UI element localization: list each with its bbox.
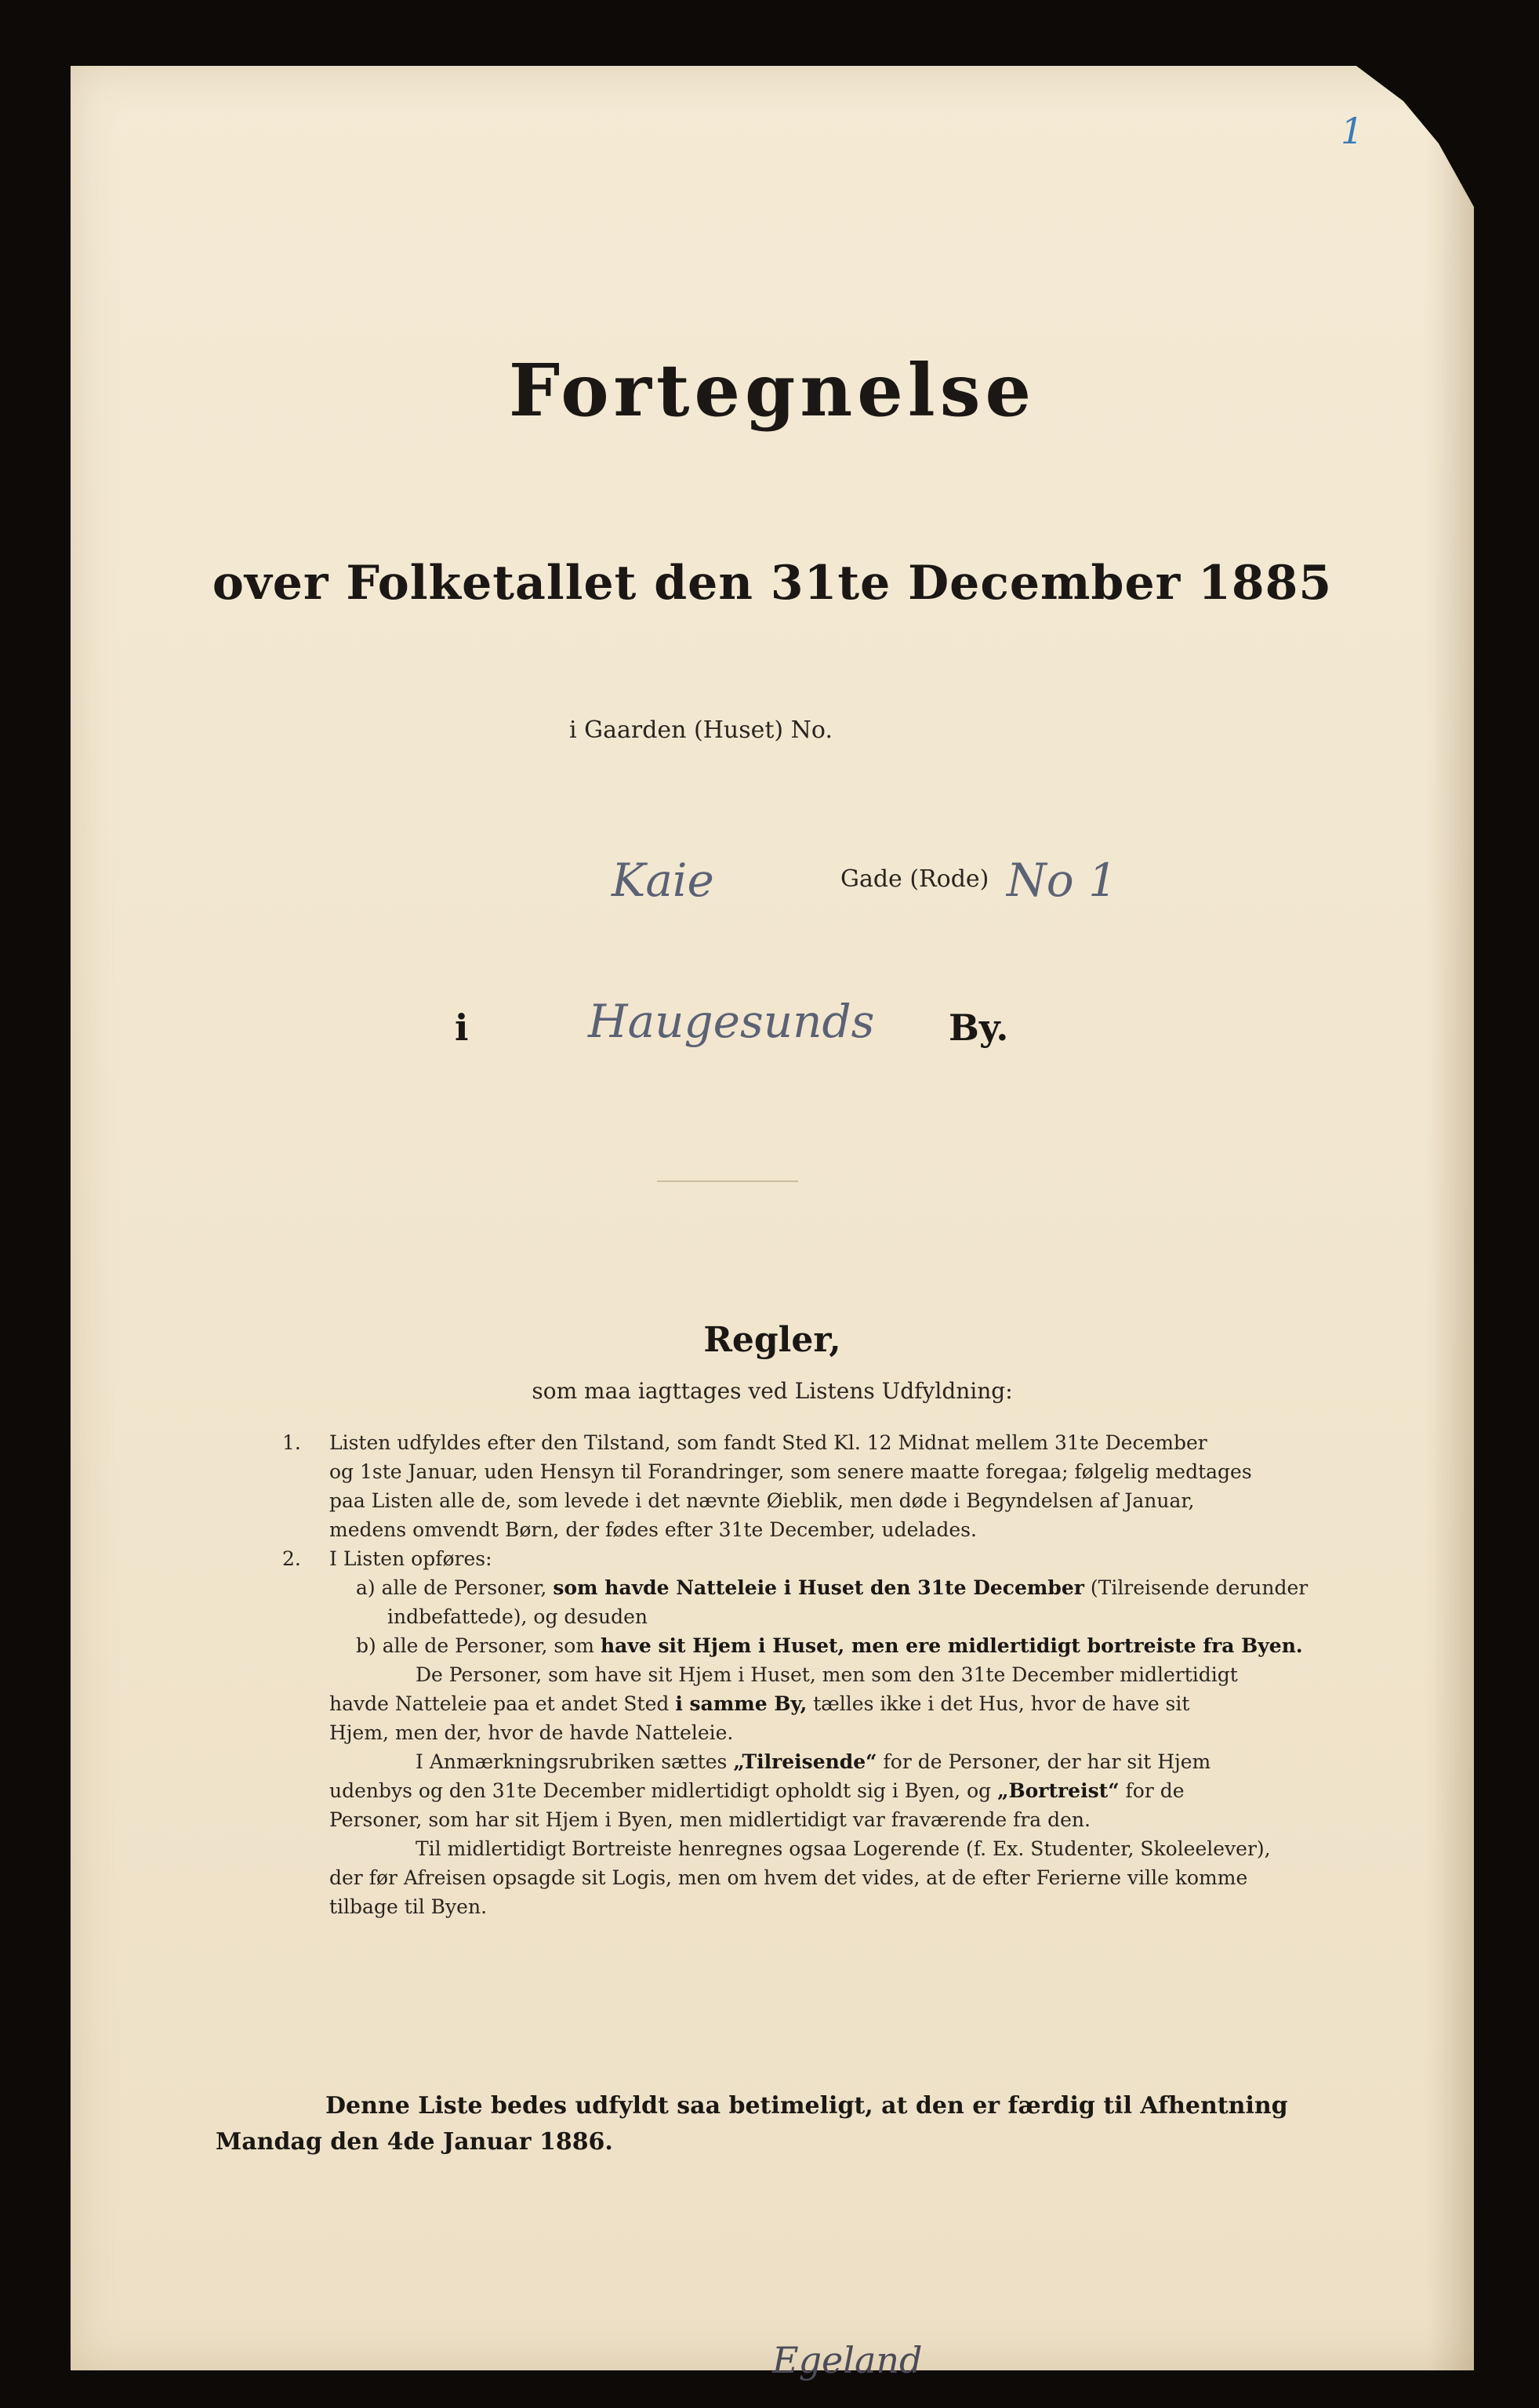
handwritten-signature: Egeland: [772, 2339, 923, 2381]
divider-line: [657, 1180, 798, 1182]
collection-notice: Denne Liste bedes udfyldt saa betimeligt, at den er færdig til Afhentning Mandag den 4de Januar 1886.: [216, 2092, 1288, 2156]
rule-2-para2: I Anmærkningsrubriken sættes „Tilreisende“ for de Personer, der har sit Hjem: [416, 1750, 1211, 1773]
rule-2a: a) alle de Personer, som havde Natteleie i Huset den 31te December (Tilreisende derunder: [356, 1576, 1309, 1599]
handwritten-city: Haugesunds: [588, 995, 875, 1048]
rule-2: 2. I Listen opføres: a) alle de Personer, som havde Natteleie i Huset den 31te December (Tilreisende derunder indbefattede), og desuden b) alle de Personer, som have sit Hjem i Huset, men ere midlertidigt bortreiste fra Byen. De Personer, som have sit Hjem i Huset, men som den 31te December midlertidigt havde Natteleie paa et andet Sted i samme By, tælles ikke i det Hus, hvor de have sit Hjem, men der, hvor de havde Natteleie. I Anmærkningsrubriken sættes „Tilreisende“ for de Personer, der har sit Hjem udenbys og den 31te December midlertidigt opholdt sig i Byen, og „Bortreist“ for de Personer, som har sit Hjem i Byen, men midlertidigt var fraværende fra den. Til midlertidigt Bortreiste henregnes ogsaa Logerende (f. Ex. Studenter, Skoleelever), der før Afreisen opsagde sit Logis, men om hvem det vides, at de efter Ferierne ville komme tilbage til Byen.: [282, 1544, 1333, 1921]
rules-intro: som maa iagttages ved Listens Udfyldning:: [532, 1378, 1013, 1404]
handwritten-street-number: No 1: [1007, 854, 1118, 907]
rule-2-para1-line2: havde Natteleie paa et andet Sted i samme By, tælles ikke i det Hus, hvor de have sit: [329, 1692, 1190, 1715]
rules-title: Regler,: [703, 1320, 841, 1360]
form-title: Fortegnelse: [508, 348, 1036, 433]
handwritten-street: Kaie: [612, 854, 714, 907]
rule-1: 1. Listen udfyldes efter den Tilstand, som fandt Sted Kl. 12 Midnat mellem 31te December og 1ste Januar, uden Hensyn til Forandringer, som senere maatte foregaa; følgelig medtages paa Listen alle de, som levede i det nævnte Øieblik, men døde i Begyndelsen af Januar, medens omvendt Børn, der fødes efter 31te December, udelades.: [282, 1431, 1252, 1541]
city-suffix: By.: [949, 1006, 1009, 1049]
corner-mark: 1: [1341, 110, 1364, 152]
city-prefix: i: [455, 1006, 469, 1049]
house-number-label: i Gaarden (Huset) No.: [569, 716, 833, 744]
census-form-page: [71, 66, 1474, 2381]
rule-2-para2-line2: udenbys og den 31te December midlertidigt opholdt sig i Byen, og „Bortreist“ for de: [329, 1779, 1185, 1802]
form-subtitle: over Folketallet den 31te December 1885: [212, 556, 1333, 611]
street-label: Gade (Rode): [840, 865, 989, 893]
rules-body: [282, 1428, 1333, 1921]
rule-2b: b) alle de Personer, som have sit Hjem i Huset, men ere midlertidigt bortreiste fra Byen.: [356, 1634, 1303, 1657]
